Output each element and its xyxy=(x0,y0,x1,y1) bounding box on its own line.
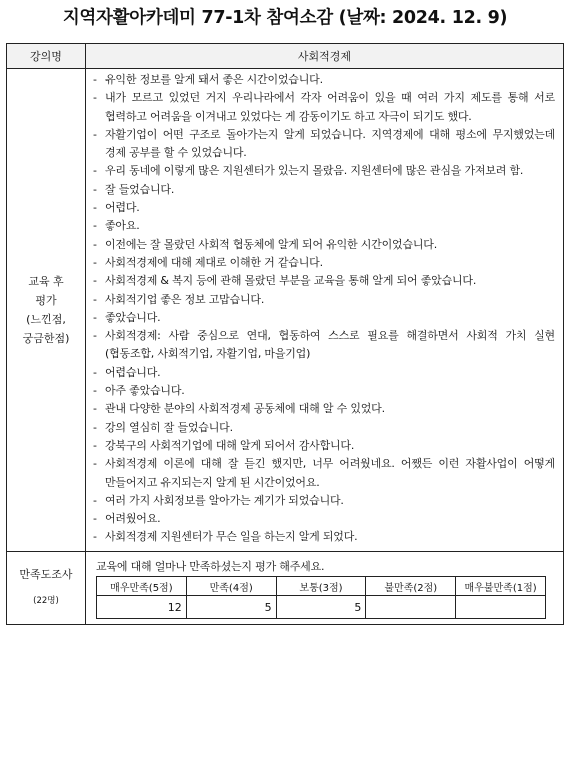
comment-item: - 자활기업이 어떤 구조로 돌아가는지 알게 되었습니다. 지역경제에 대해 평소에 무지했었는데 경제 공부를 할 수 있었습니다. xyxy=(92,126,555,163)
header-row xyxy=(7,44,564,69)
comment-item: - 강의 열심히 잘 들었습니다. xyxy=(92,419,555,437)
rating-header: 불만족(2점) xyxy=(366,577,456,596)
comment-item: - 아주 좋았습니다. xyxy=(92,382,555,400)
comment-item: - 관내 다양한 분야의 사회적경제 공동체에 대해 알 수 있었다. xyxy=(92,400,555,418)
rating-value: 5 xyxy=(276,596,366,619)
satisfaction-label xyxy=(7,551,86,624)
lecture-name-value: 사회적경제 xyxy=(86,44,564,69)
comment-item: - 사회적경제에 대해 제대로 이해한 거 같습니다. xyxy=(92,254,555,272)
comment-item: - 사회적경제: 사람 중심으로 연대, 협동하여 스스로 필요를 해결하면서 사회적 가치 실현(협동조합, 사회적기업, 자활기업, 마을기업) xyxy=(92,327,555,364)
lecture-name-label: 강의명 xyxy=(7,44,86,69)
evaluation-label-line: 교육 후 xyxy=(28,274,64,288)
comment-item: - 어려웠어요. xyxy=(92,510,555,528)
evaluation-comments-cell xyxy=(86,69,564,552)
rating-table xyxy=(96,576,546,619)
rating-header: 보통(3점) xyxy=(276,577,366,596)
comment-item: - 좋았습니다. xyxy=(92,309,555,327)
comment-item: - 여러 가지 사회정보를 알아가는 계기가 되었습니다. xyxy=(92,492,555,510)
comment-item: - 사회적기업 좋은 정보 고맙습니다. xyxy=(92,291,555,309)
rating-value xyxy=(456,596,546,619)
comment-item: - 내가 모르고 있었던 거지 우리나라에서 각자 어려움이 있을 때 여러 가지 제도를 통해 서로 협력하고 어려움을 이겨내고 있었다는 게 감동이기도 하고 자극이 되기도 했다. xyxy=(92,89,555,126)
rating-header: 만족(4점) xyxy=(186,577,276,596)
respondent-count: (22명) xyxy=(33,595,59,606)
evaluation-row xyxy=(7,69,564,552)
satisfaction-question: 교육에 대해 얼마나 만족하셨는지 평가 해주세요. xyxy=(96,560,325,574)
survey-table xyxy=(6,43,564,625)
comment-item: - 사회적경제 지원센터가 무슨 일을 하는지 알게 되었다. xyxy=(92,528,555,546)
comment-item: - 사회적경제 & 복지 등에 관해 몰랐던 부분을 교육을 통해 알게 되어 좋았습니다. xyxy=(92,272,555,290)
comment-item: - 잘 들었습니다. xyxy=(92,181,555,199)
comment-list xyxy=(86,69,563,551)
satisfaction-row xyxy=(7,551,564,624)
satisfaction-cell xyxy=(86,551,564,624)
comment-item: - 어렵습니다. xyxy=(92,364,555,382)
comment-item: - 어렵다. xyxy=(92,199,555,217)
comment-item: - 유익한 정보를 알게 돼서 좋은 시간이었습니다. xyxy=(92,71,555,89)
rating-value xyxy=(366,596,456,619)
comment-item: - 우리 동네에 이렇게 많은 지원센터가 있는지 몰랐음. 지원센터에 많은 관심을 가져보려 함. xyxy=(92,162,555,180)
comment-item: - 좋아요. xyxy=(92,217,555,235)
comment-item: - 이전에는 잘 몰랐던 사회적 협동체에 알게 되어 유익한 시간이었습니다. xyxy=(92,236,555,254)
rating-header-row xyxy=(97,577,546,596)
satisfaction-title: 만족도조사 xyxy=(19,567,73,581)
rating-value: 12 xyxy=(97,596,187,619)
rating-header: 매우만족(5점) xyxy=(97,577,187,596)
document-title: 지역자활아카데미 77-1차 참여소감 (날짜: 2024. 12. 9) xyxy=(62,8,508,28)
comment-item: - 사회적경제 이론에 대해 잘 듣긴 했지만, 너무 어려웠네요. 어쨌든 이런 자활사업이 어떻게 만들어지고 유지되는지 알게 된 시간이었어요. xyxy=(92,455,555,492)
comment-item: - 강북구의 사회적기업에 대해 알게 되어서 감사합니다. xyxy=(92,437,555,455)
evaluation-label xyxy=(7,69,86,552)
evaluation-label-line: 평가 xyxy=(35,293,57,307)
rating-values-row xyxy=(97,596,546,619)
evaluation-label-line: 궁금한점) xyxy=(22,331,70,345)
rating-value: 5 xyxy=(186,596,276,619)
rating-header: 매우불만족(1점) xyxy=(456,577,546,596)
evaluation-label-line: (느낀점, xyxy=(26,312,66,326)
